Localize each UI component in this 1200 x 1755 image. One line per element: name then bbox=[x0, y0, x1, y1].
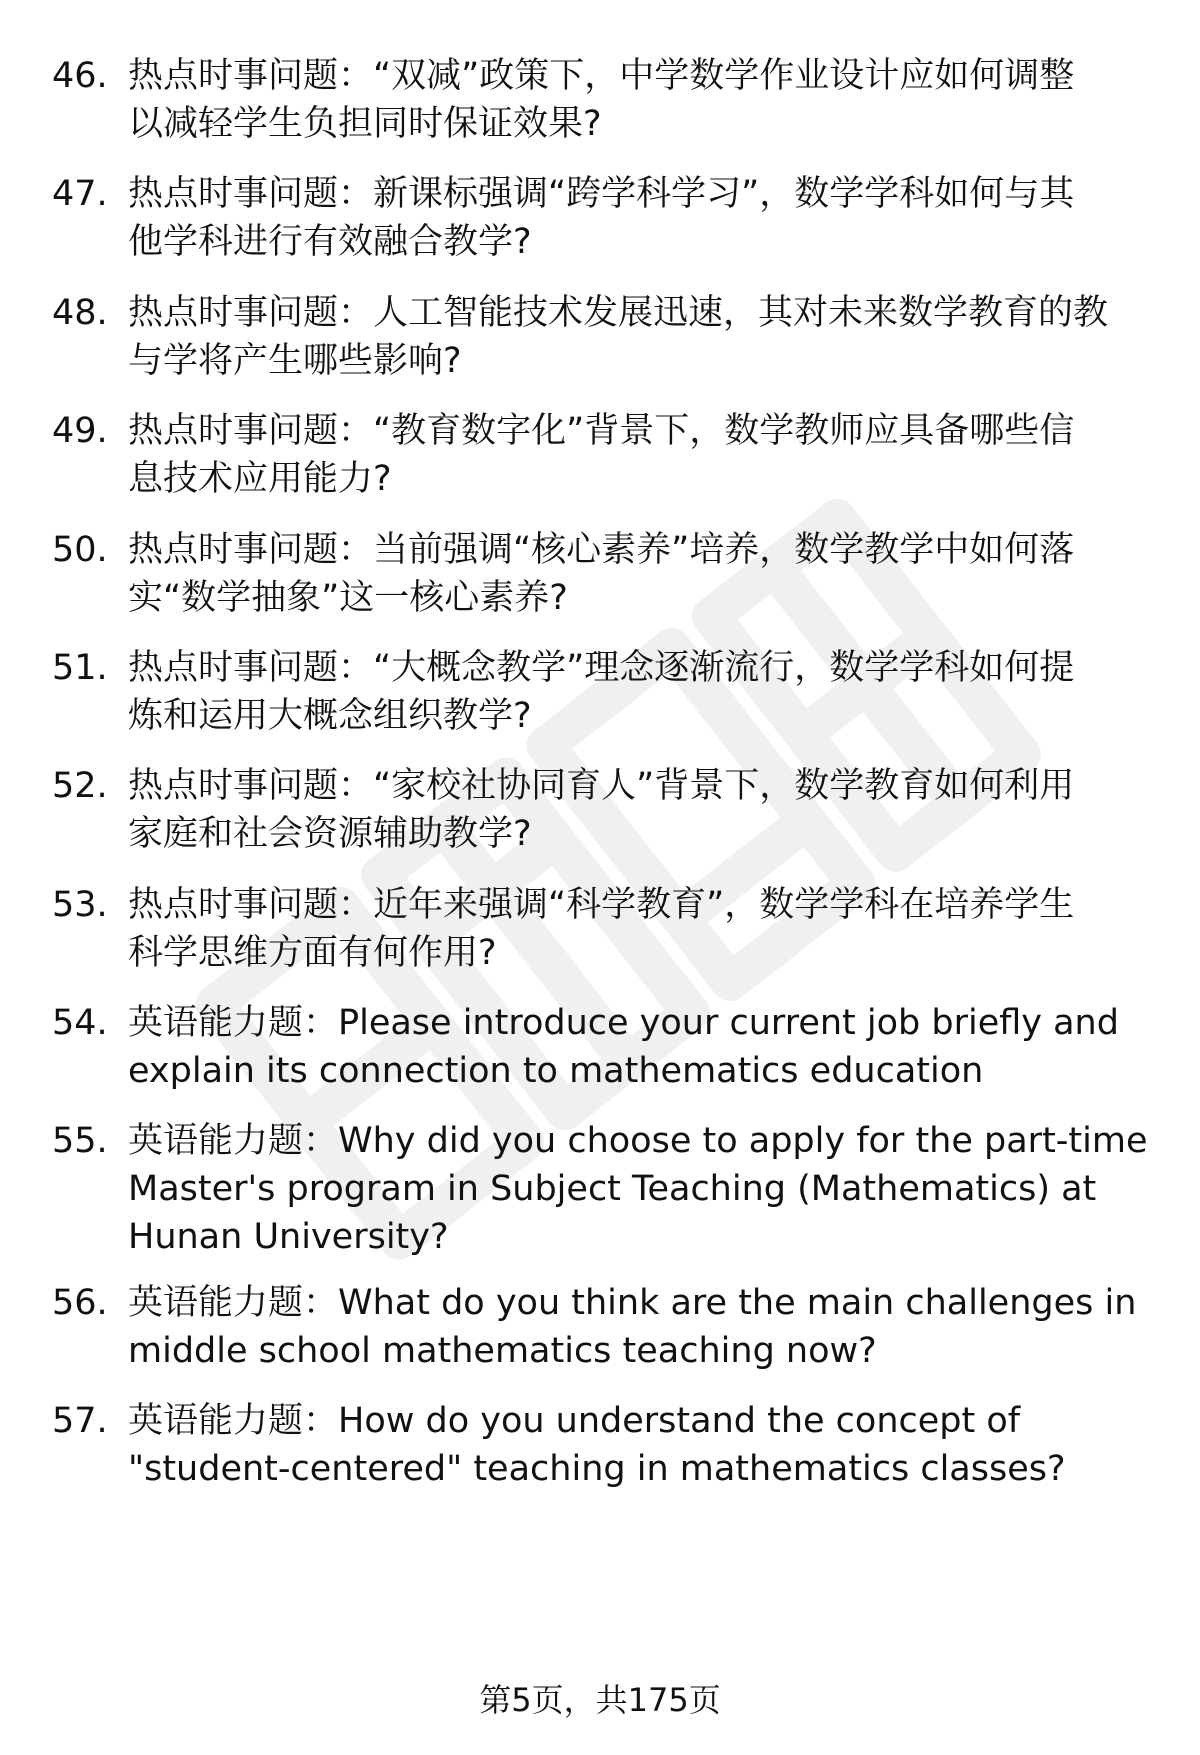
question-line: 英语能力题：Why did you choose to apply for the part-time bbox=[128, 1121, 1148, 1161]
question-number: 57. bbox=[52, 1401, 108, 1441]
question-line: 热点时事问题：新课标强调“跨学科学习”，数学学科如何与其 bbox=[128, 174, 1075, 214]
question-line: Hunan University? bbox=[128, 1217, 449, 1257]
question-number: 48. bbox=[52, 293, 108, 333]
question-line: 热点时事问题：“教育数字化”背景下，数学教师应具备哪些信 bbox=[128, 411, 1075, 451]
question-text bbox=[128, 1117, 1158, 1261]
question-line: 热点时事问题：“家校社协同育人”背景下，数学教育如何利用 bbox=[128, 766, 1075, 806]
question-line: 他学科进行有效融合教学? bbox=[128, 222, 532, 262]
question-text bbox=[128, 1397, 1158, 1493]
question-text bbox=[128, 526, 1158, 622]
question-line: Master's program in Subject Teaching (Mathematics) at bbox=[128, 1169, 1097, 1209]
question-line: "student-centered" teaching in mathematics classes? bbox=[128, 1449, 1066, 1489]
question-line: 英语能力题：What do you think are the main challenges in bbox=[128, 1283, 1137, 1323]
question-line: 以减轻学生负担同时保证效果? bbox=[128, 104, 602, 144]
question-line: explain its connection to mathematics education bbox=[128, 1051, 984, 1091]
question-line: 实“数学抽象”这一核心素养? bbox=[128, 578, 568, 618]
question-text bbox=[128, 762, 1158, 858]
question-line: 家庭和社会资源辅助教学? bbox=[128, 814, 532, 854]
question-line: 科学思维方面有何作用? bbox=[128, 933, 497, 973]
question-text bbox=[128, 1279, 1158, 1375]
question-number: 51. bbox=[52, 648, 108, 688]
page-number: 第5页，共175页 bbox=[479, 1681, 721, 1719]
question-text bbox=[128, 52, 1158, 148]
question-line: 炼和运用大概念组织教学? bbox=[128, 696, 532, 736]
question-line: 热点时事问题：“大概念教学”理念逐渐流行，数学学科如何提 bbox=[128, 648, 1075, 688]
question-text bbox=[128, 170, 1158, 266]
question-line: 热点时事问题：“双减”政策下，中学数学作业设计应如何调整 bbox=[128, 56, 1075, 96]
question-line: 热点时事问题：人工智能技术发展迅速，其对未来数学教育的教 bbox=[128, 293, 1109, 333]
question-number: 55. bbox=[52, 1121, 108, 1161]
question-text bbox=[128, 644, 1158, 740]
question-number: 46. bbox=[52, 56, 108, 96]
question-text bbox=[128, 289, 1158, 385]
question-number: 54. bbox=[52, 1003, 108, 1043]
question-line: 与学将产生哪些影响? bbox=[128, 341, 462, 381]
question-number: 49. bbox=[52, 411, 108, 451]
question-number: 56. bbox=[52, 1283, 108, 1323]
question-text bbox=[128, 999, 1158, 1095]
question-line: 息技术应用能力? bbox=[128, 459, 392, 499]
question-line: 英语能力题：Please introduce your current job briefly and bbox=[128, 1003, 1119, 1043]
question-line: 热点时事问题：当前强调“核心素养”培养，数学教学中如何落 bbox=[128, 530, 1075, 570]
question-line: 英语能力题：How do you understand the concept of bbox=[128, 1401, 1021, 1441]
question-number: 52. bbox=[52, 766, 108, 806]
question-number: 50. bbox=[52, 530, 108, 570]
question-number: 47. bbox=[52, 174, 108, 214]
question-line: 热点时事问题：近年来强调“科学教育”，数学学科在培养学生 bbox=[128, 885, 1075, 925]
question-number: 53. bbox=[52, 885, 108, 925]
question-line: middle school mathematics teaching now? bbox=[128, 1331, 877, 1371]
question-text bbox=[128, 407, 1158, 503]
question-text bbox=[128, 881, 1158, 977]
